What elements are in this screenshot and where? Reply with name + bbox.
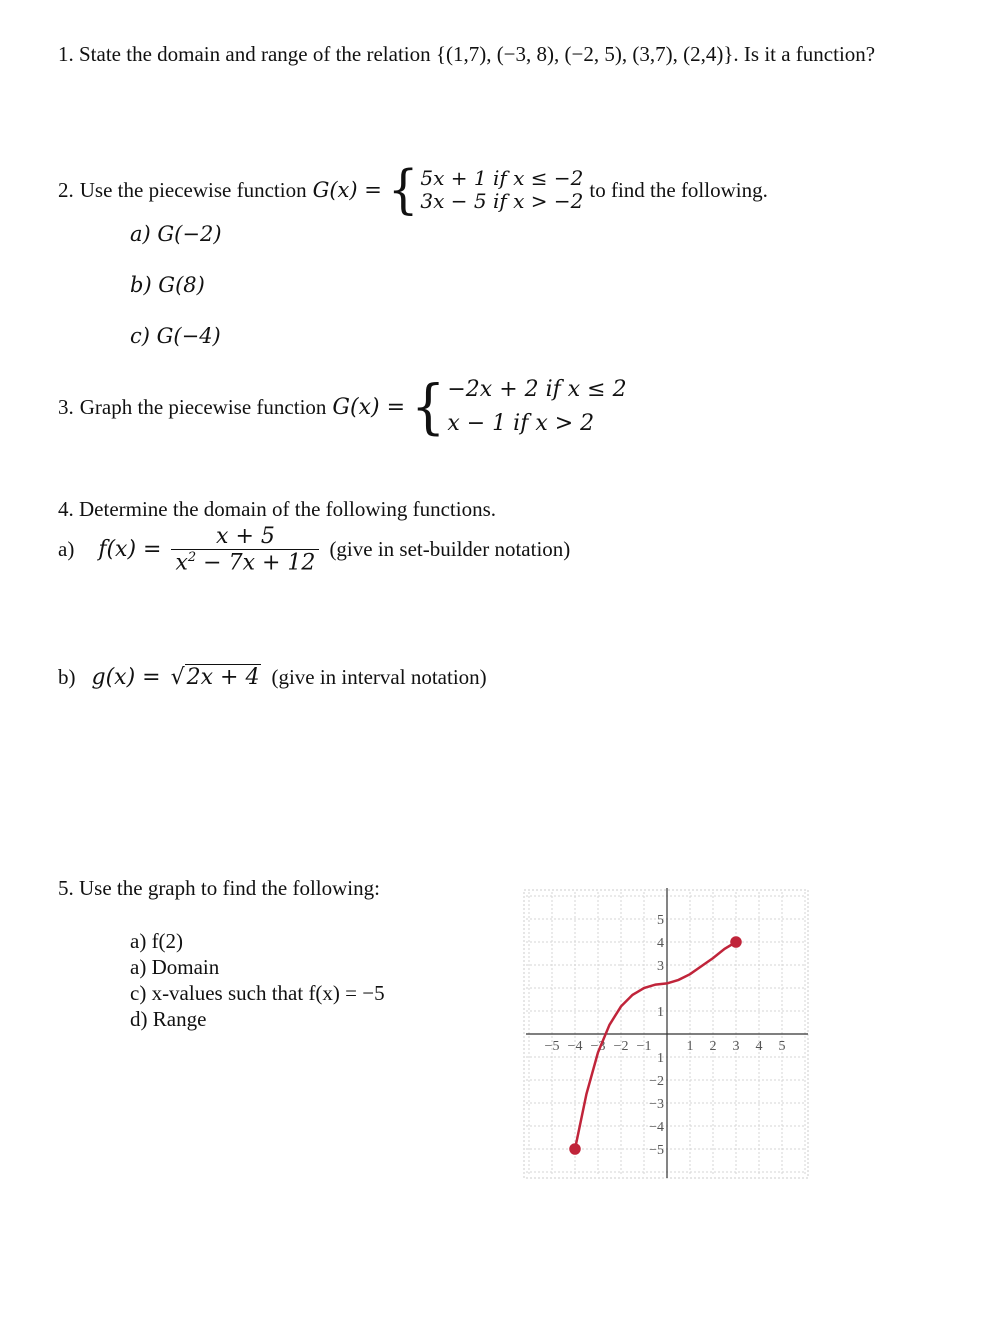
sqrt-icon: √ xyxy=(170,665,185,690)
x-tick-label: −4 xyxy=(567,1039,583,1054)
q3-case-1: −2x + 2 if x ≤ 2 xyxy=(447,377,627,402)
q2-part-a: a) G(−2) xyxy=(130,222,222,246)
y-tick-label: 5 xyxy=(657,913,664,928)
y-tick-label: 3 xyxy=(657,959,664,974)
q2-number: 2. xyxy=(58,177,74,202)
q1-number: 1. xyxy=(58,42,74,66)
y-tick-label: 1 xyxy=(657,1051,664,1066)
q4b-label: b) xyxy=(58,664,76,689)
question-3 xyxy=(58,373,627,441)
q5-number: 5. xyxy=(58,876,74,900)
q4a-fraction xyxy=(171,524,319,575)
question-4 xyxy=(58,497,496,522)
q4a-den-base: x xyxy=(175,550,188,576)
q4a-numerator: x + 5 xyxy=(216,524,275,549)
q4b-function-name: g(x) = xyxy=(91,664,161,690)
q4-part-b xyxy=(58,664,487,690)
q5-part-domain: a) Domain xyxy=(130,955,220,979)
y-tick-label: −3 xyxy=(649,1097,664,1112)
q3-case-2: x − 1 if x > 2 xyxy=(447,411,595,437)
q4a-note: (give in set-builder notation) xyxy=(329,537,571,562)
q2-suffix: to find the following. xyxy=(589,177,768,202)
q4b-note: (give in interval notation) xyxy=(271,664,487,689)
question-1 xyxy=(58,42,875,67)
q4a-denominator xyxy=(171,549,319,575)
x-tick-label: 3 xyxy=(732,1039,740,1054)
q3-prefix: Graph the piecewise function xyxy=(79,394,327,419)
y-tick-label: −2 xyxy=(649,1074,664,1089)
q4a-function-name: f(x) = xyxy=(98,537,162,563)
endpoint-dot xyxy=(731,937,741,947)
q4-number: 4. xyxy=(58,497,74,521)
q5-part-d: d) Range xyxy=(130,1007,207,1031)
q1-text: State the domain and range of the relation {(1,7), (−3, 8), (−2, 5), (3,7), (2,4)}. Is it a function? xyxy=(79,42,876,66)
x-tick-label: −3 xyxy=(590,1039,606,1054)
q4a-label: a) xyxy=(58,537,75,562)
q3-number: 3. xyxy=(58,394,74,419)
x-tick-label: 1 xyxy=(686,1039,694,1054)
q4a-den-exp: 2 xyxy=(187,550,197,565)
q2-part-c: c) G(−4) xyxy=(130,324,221,348)
q2-piecewise xyxy=(387,159,584,221)
q5-part-c: c) x-values such that f(x) = −5 xyxy=(130,981,385,1005)
q3-function-name: G(x) = xyxy=(332,394,405,420)
y-tick-label: −4 xyxy=(649,1120,664,1135)
q5-part-a: a) f(2) xyxy=(130,929,184,953)
q4a-den-rest: − 7x + 12 xyxy=(196,550,316,576)
endpoint-dot xyxy=(570,1144,580,1154)
q2-prefix: Use the piecewise function xyxy=(79,177,307,202)
x-tick-label: 4 xyxy=(755,1039,763,1054)
q5-parts xyxy=(130,928,385,1032)
y-tick-label: −5 xyxy=(649,1143,664,1158)
q4b-radical xyxy=(171,664,262,690)
q4-text: Determine the domain of the following functions. xyxy=(79,497,496,521)
q4-part-a xyxy=(58,524,570,575)
q2-part-b: b) G(8) xyxy=(130,273,205,297)
q3-piecewise xyxy=(411,373,627,441)
y-tick-label: 1 xyxy=(657,1005,664,1020)
q4b-radicand: 2x + 4 xyxy=(186,665,260,690)
question-2 xyxy=(58,159,768,221)
q2-case-2: 3x − 5 if x > −2 xyxy=(420,189,584,213)
question-5 xyxy=(58,876,380,901)
x-tick-label: −5 xyxy=(544,1039,560,1054)
x-tick-label: −2 xyxy=(613,1039,629,1054)
q2-function-name: G(x) = xyxy=(312,178,382,202)
brace-icon: { xyxy=(387,159,419,221)
q5-text: Use the graph to find the following: xyxy=(79,876,380,900)
x-tick-label: −1 xyxy=(636,1039,652,1054)
function-graph xyxy=(522,888,812,1180)
brace-icon: { xyxy=(411,371,446,442)
x-tick-label: 2 xyxy=(709,1039,717,1054)
x-tick-label: 5 xyxy=(778,1039,786,1054)
y-tick-label: 4 xyxy=(657,936,664,951)
q2-case-1: 5x + 1 if x ≤ −2 xyxy=(420,166,584,190)
